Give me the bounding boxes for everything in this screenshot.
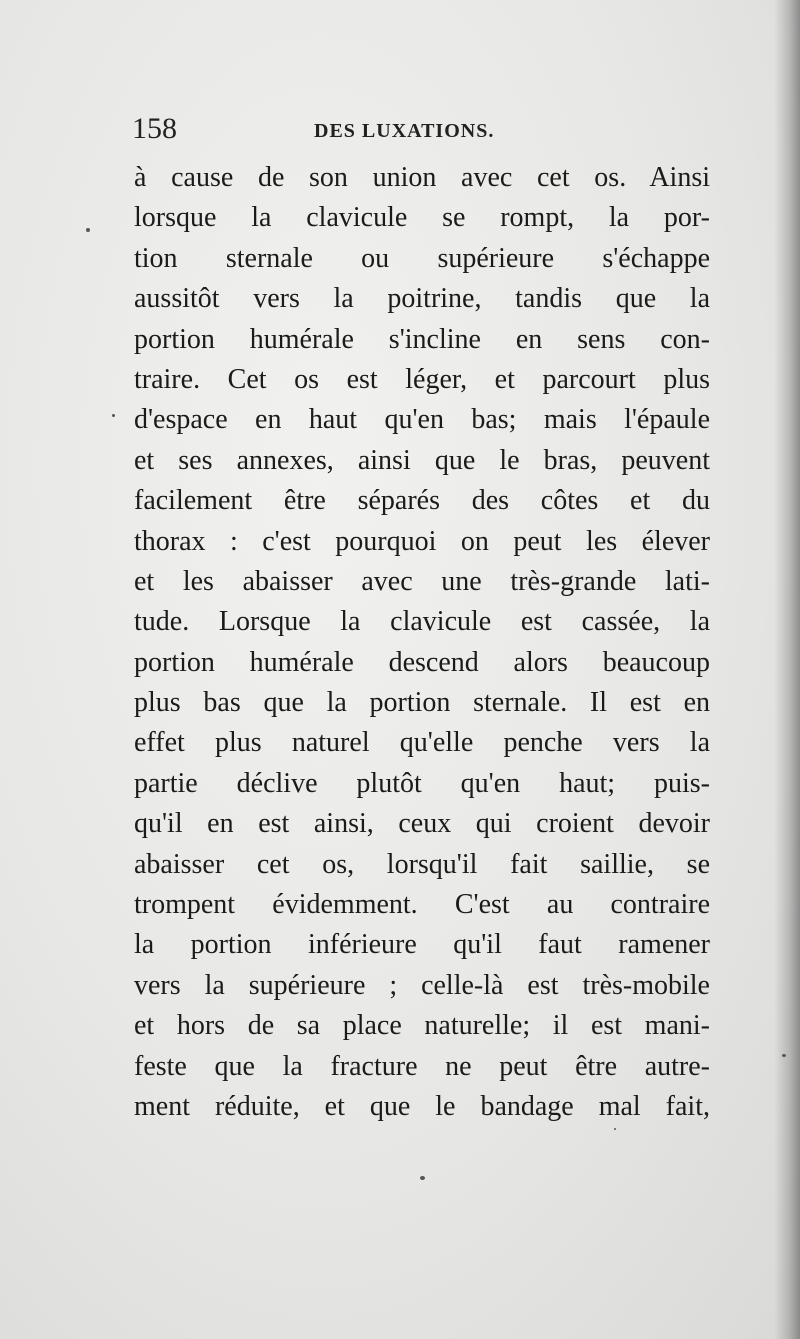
text-line: plus bas que la portion sternale. Il est en [134, 687, 710, 719]
text-line: portion humérale descend alors beaucoup [134, 646, 710, 678]
text-line: la portion inférieure qu'il faut ramener [134, 929, 710, 961]
text-line: et les abaisser avec une très-grande lati- [134, 565, 710, 597]
text-line: partie déclive plutôt qu'en haut; puis- [134, 767, 710, 799]
text-line: aussitôt vers la poitrine, tandis que la [134, 283, 710, 315]
text-line: thorax : c'est pourquoi on peut les élever [134, 525, 710, 557]
body-text [134, 158, 710, 1127]
page-edge-shadow [774, 0, 800, 1339]
page-number: 158 [132, 112, 177, 145]
text-line: tude. Lorsque la clavicule est cassée, la [134, 606, 710, 638]
text-line: facilement être séparés des côtes et du [134, 485, 710, 517]
text-line: d'espace en haut qu'en bas; mais l'épaule [134, 404, 710, 436]
text-line: à cause de son union avec cet os. Ainsi [134, 162, 710, 193]
running-title: DES LUXATIONS. [314, 120, 495, 142]
text-line: et ses annexes, ainsi que le bras, peuvent [134, 444, 710, 476]
text-line: effet plus naturel qu'elle penche vers la [134, 727, 710, 759]
text-line: qu'il en est ainsi, ceux qui croient devoir [134, 808, 710, 840]
text-line: tion sternale ou supérieure s'échappe [134, 242, 710, 274]
page-header [130, 112, 710, 152]
text-line: vers la supérieure ; celle-là est très-mobile [134, 969, 710, 1001]
text-line: traire. Cet os est léger, et parcourt plus [134, 363, 710, 395]
text-line: ment réduite, et que le bandage mal fait, [134, 1090, 710, 1122]
text-line: et hors de sa place naturelle; il est mani- [134, 1010, 710, 1042]
text-line: abaisser cet os, lorsqu'il fait saillie, se [134, 848, 710, 880]
text-line: trompent évidemment. C'est au contraire [134, 889, 710, 921]
text-line: portion humérale s'incline en sens con- [134, 323, 710, 355]
text-line: feste que la fracture ne peut être autre- [134, 1050, 710, 1082]
text-line: lorsque la clavicule se rompt, la por- [134, 202, 710, 234]
